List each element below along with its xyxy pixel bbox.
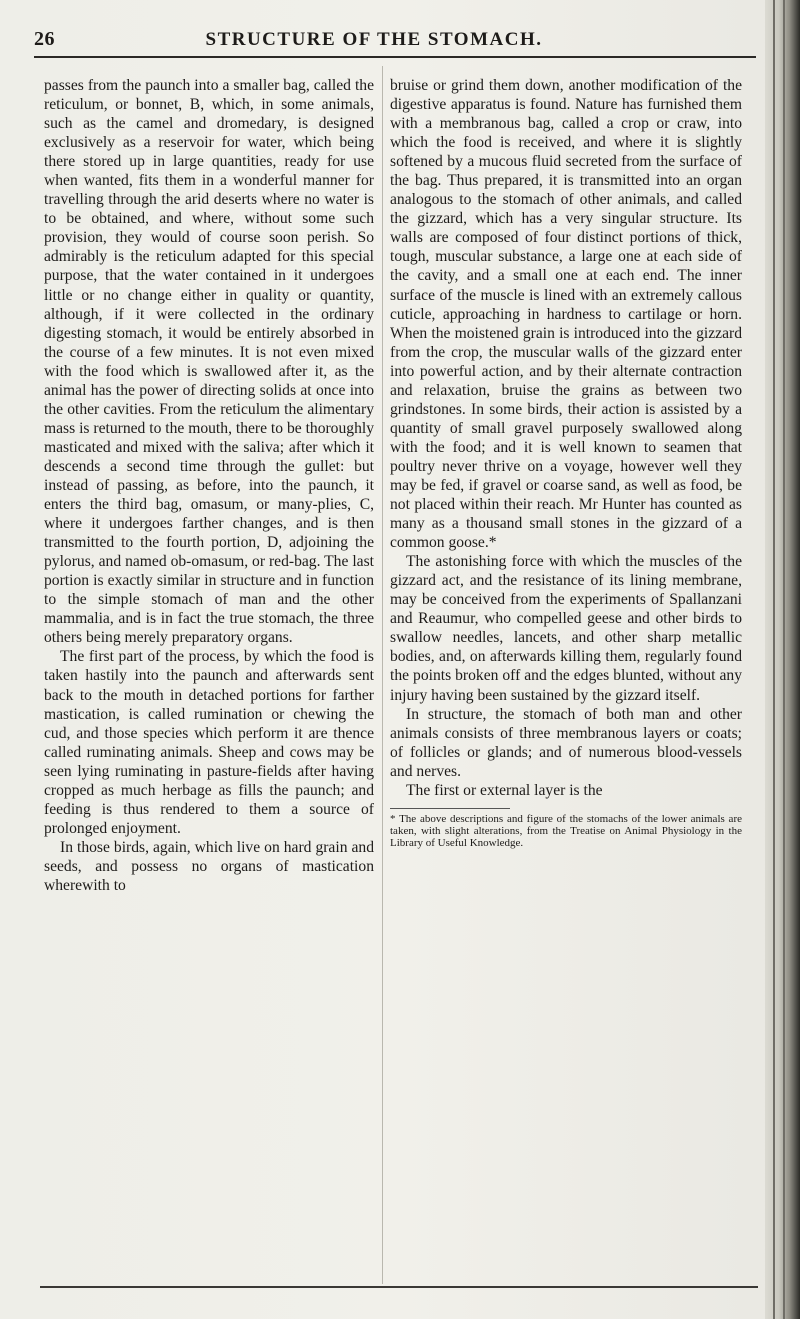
paragraph: In those birds, again, which live on hard grain and seeds, and possess no organs of mastication wherewith to (44, 838, 374, 894)
running-head: STRUCTURE OF THE STOMACH. (205, 29, 543, 50)
left-column (44, 76, 374, 895)
bottom-rule (40, 1286, 758, 1288)
footnote-rule (390, 808, 510, 809)
page-edge-shadow (765, 0, 800, 1319)
footnote: * The above descriptions and figure of the stomachs of the lower animals are taken, with slight alterations, from the Treatise on Animal Physiology in the Library of Useful Knowledge. (390, 812, 742, 849)
paragraph: The first part of the process, by which the food is taken hastily into the paunch and afterwards sent back to the mouth in detached portions for farther mastication, is called rumination or chewing the cud, and those species which perform it are thence called ruminating animals. Sheep and cows may be seen lying ruminating in pasture-fields after having cropped as much herbage as fills the paunch; and feeding is thus rendered to them a source of prolonged enjoyment. (44, 648, 374, 837)
page-number: 26 (34, 28, 55, 50)
paragraph: passes from the paunch into a smaller bag, called the reticulum, or bonnet, B, which, in some animals, such as the camel and dromedary, is designed exclusively as a reservoir for water, which being there stored up in large quantities, ready for use when wanted, fits them in a wonderful manner for travelling through the arid deserts where no water is to be obtained, and where, without some such provision, they would of course soon perish. So admirably is the reticulum adapted for this special purpose, that the water contained in it undergoes little or no change either in quality or quantity, although, if it were collected in the ordinary digesting stomach, it would be entirely absorbed in the course of a few minutes. It is not even mixed with the food which is swallowed after it, as the animal has the power of directing solids at once into the other cavities. From the reticulum the alimentary mass is returned to the mouth, there to be thoroughly masticated and mixed with the saliva; after which it descends a second time through the gullet: but instead of passing, as before, into the paunch, it enters the third bag, omasum, or many-plies, C, where it undergoes farther changes, and is then transmitted to the fourth portion, D, adjoining the pylorus, and named ob-omasum, or red-bag. The last portion is exactly similar in structure and in function to the simple stomach of man and the other mammalia, and is in fact the true stomach, the three others being merely preparatory organs. (44, 77, 375, 647)
paragraph: The astonishing force with which the muscles of the gizzard act, and the resistance of its lining membrane, may be conceived from the experiments of Spallanzani and Reaumur, who compelled geese and other birds to swallow needles, lancets, and other sharp metallic bodies, and, on afterwards killing them, regularly found the points broken off and the edges blunted, without any injury having been sustained by the gizzard itself. (390, 553, 742, 704)
paragraph: The first or external layer is the (406, 781, 603, 799)
column-divider (382, 66, 383, 1284)
page-header (34, 28, 758, 54)
right-column (390, 76, 742, 849)
header-rule (34, 56, 756, 58)
paragraph: bruise or grind them down, another modification of the digestive apparatus is found. Nature has furnished them with a membranous bag, called a crop or craw, into which the food is received, and where it is slightly softened by a mucous fluid secreted from the surface of the bag. Thus prepared, it is transmitted into an organ analogous to the stomach of other animals, and called the gizzard, which has a very singular structure. Its walls are composed of four distinct portions of thick, tough, muscular substance, a large one at each side of the cavity, and a small one at each end. The inner surface of the muscle is lined with an extremely callous cuticle, approaching in hardness to cartilage or horn. When the moistened grain is introduced into the gizzard from the crop, the muscular walls of the gizzard enter into powerful action, and by their alternate contraction and relaxation, bruise the grains as between two grindstones. In some birds, their action is assisted by a quantity of small gravel purposely swallowed along with the food; and it is well known to seamen that poultry never thrive on a voyage, however well they may be fed, if gravel or coarse sand, as well as food, be not placed within their reach. Mr Hunter has counted as many as a thousand small stones in the gizzard of a common goose.* (390, 77, 742, 552)
paragraph: In structure, the stomach of both man and other animals consists of three membranous layers or coats; of follicles or glands; and of numerous blood-vessels and nerves. (390, 705, 742, 780)
